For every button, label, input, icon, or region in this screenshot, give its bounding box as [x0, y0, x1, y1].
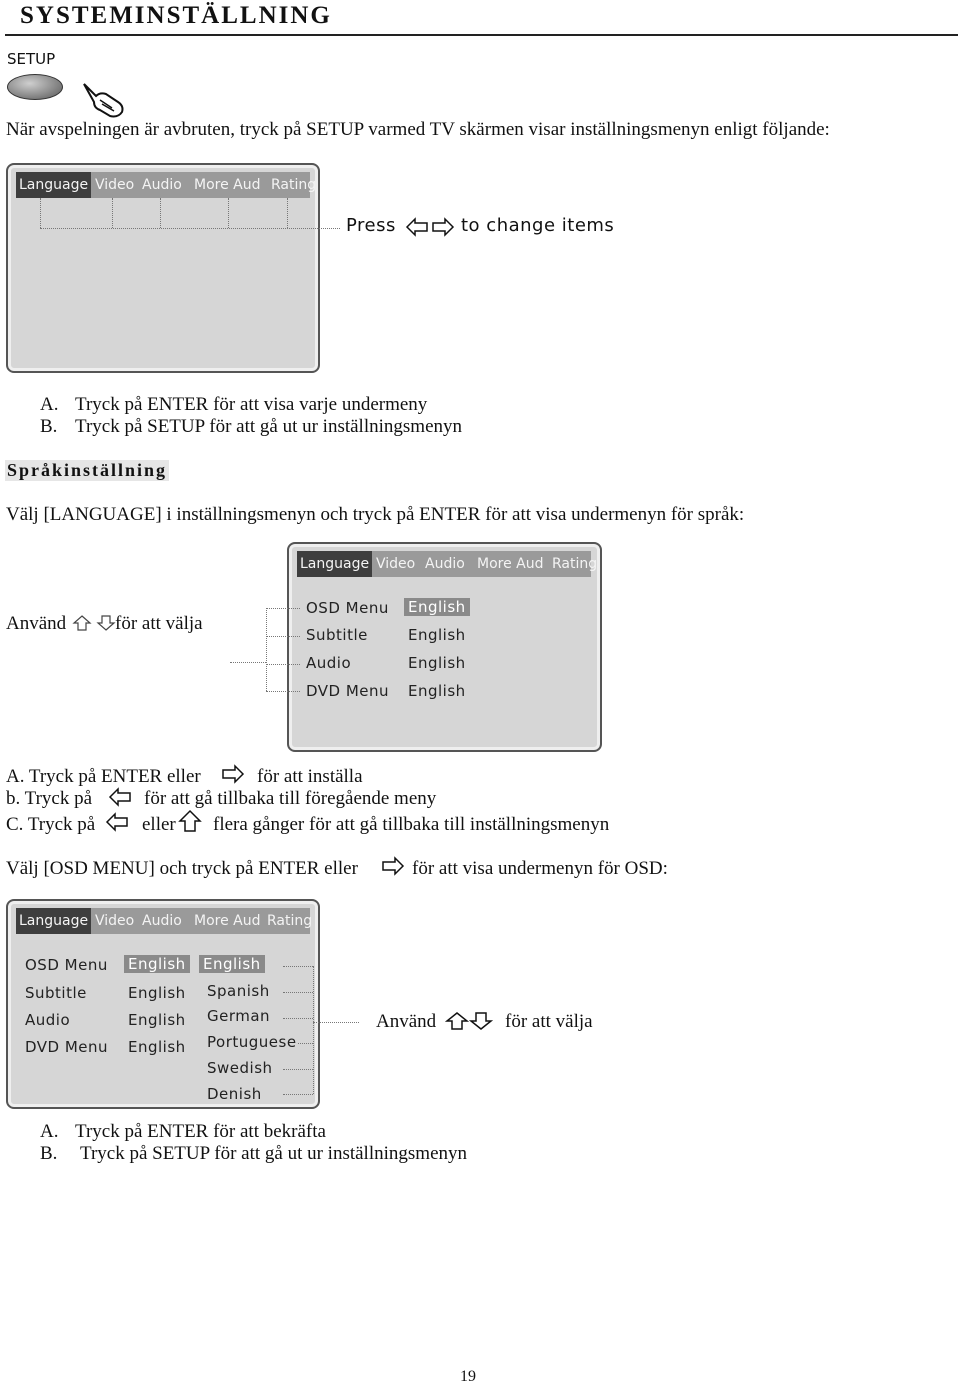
osd-option-english[interactable]: English	[199, 955, 265, 973]
tab-rating[interactable]: Rating	[271, 177, 317, 193]
arrow-right-icon	[222, 765, 244, 783]
step1-b-label: B.	[40, 416, 58, 437]
tab-rating[interactable]: Rating	[267, 913, 313, 929]
osd-option-german[interactable]: German	[207, 1007, 271, 1025]
menu-row-audio-name[interactable]: Audio	[306, 654, 352, 672]
use-select-2-prefix: Använd	[376, 1011, 437, 1032]
use-select-1-prefix: Använd	[6, 613, 67, 634]
arrow-up-icon	[73, 615, 91, 631]
use-select-1-suffix: för att välja	[115, 613, 203, 634]
step3-b-label: B.	[40, 1143, 58, 1164]
tab-bar-language	[297, 551, 598, 577]
tab-more-aud[interactable]: More Aud	[194, 913, 261, 929]
menu-row-osd-name[interactable]: OSD Menu	[306, 599, 389, 617]
osd-intro-prefix: Välj [OSD MENU] och tryck på ENTER eller	[6, 858, 358, 879]
step3-a-text: Tryck på ENTER för att bekräfta	[75, 1121, 326, 1142]
step3-a-label: A.	[40, 1121, 59, 1142]
page-title: SYSTEMINSTÄLLNING	[20, 2, 332, 29]
menu-row-osd-value[interactable]: English	[404, 598, 470, 616]
intro-text: När avspelningen är avbruten, tryck på SETUP varmed TV skärmen visar inställningsmenyn enligt följande:	[6, 119, 830, 140]
tab-audio[interactable]: Audio	[142, 177, 182, 193]
osd-row-dvd-value[interactable]: English	[128, 1038, 186, 1056]
arrow-right-icon	[382, 857, 404, 875]
tab-audio[interactable]: Audio	[142, 913, 182, 929]
tab-language[interactable]: Language	[16, 908, 91, 934]
tab-language[interactable]: Language	[297, 551, 372, 577]
tab-more-aud[interactable]: More Aud	[477, 556, 544, 572]
tab-more-aud[interactable]: More Aud	[194, 177, 261, 193]
osd-row-osd-value[interactable]: English	[124, 955, 190, 973]
step2-c-mid: eller	[142, 814, 176, 835]
osd-intro-suffix: för att visa undermenyn för OSD:	[412, 858, 668, 879]
language-intro: Välj [LANGUAGE] i inställningsmenyn och tryck på ENTER för att visa undermenyn för språk:	[6, 504, 745, 525]
tab-video[interactable]: Video	[95, 177, 135, 193]
tab-video[interactable]: Video	[376, 556, 416, 572]
tab-bar-osd	[16, 908, 313, 934]
osd-row-audio-name[interactable]: Audio	[25, 1011, 71, 1029]
tab-audio[interactable]: Audio	[425, 556, 465, 572]
page-number: 19	[460, 1368, 476, 1385]
osd-option-portuguese[interactable]: Portuguese	[207, 1033, 297, 1051]
tab-rating[interactable]: Rating	[552, 556, 598, 572]
osd-row-audio-value[interactable]: English	[128, 1011, 186, 1029]
tab-bar-main	[16, 172, 317, 198]
arrow-left-icon	[106, 813, 128, 831]
arrow-left-icon	[406, 218, 428, 236]
use-select-2-suffix: för att välja	[505, 1011, 593, 1032]
title-rule	[5, 34, 958, 36]
setup-button	[7, 74, 63, 100]
osd-option-swedish[interactable]: Swedish	[207, 1059, 273, 1077]
arrow-up-icon	[446, 1012, 468, 1030]
tab-video[interactable]: Video	[95, 913, 135, 929]
step1-a-label: A.	[40, 394, 59, 415]
step2-a-suffix: för att inställa	[257, 766, 363, 787]
step1-a-text: Tryck på ENTER för att visa varje undermeny	[75, 394, 428, 415]
step3-b-text: Tryck på SETUP för att gå ut ur inställningsmenyn	[80, 1143, 468, 1164]
step2-c-suffix: flera gånger för att gå tillbaka till inställningsmenyn	[213, 814, 610, 835]
step2-c-text: C. Tryck på	[6, 814, 96, 835]
menu-row-subtitle-value[interactable]: English	[408, 626, 466, 644]
step1-b-text: Tryck på SETUP för att gå ut ur inställningsmenyn	[75, 416, 463, 437]
arrow-down-icon	[470, 1012, 492, 1030]
osd-row-osd-name[interactable]: OSD Menu	[25, 956, 108, 974]
osd-row-dvd-name[interactable]: DVD Menu	[25, 1038, 109, 1056]
menu-row-audio-value[interactable]: English	[408, 654, 466, 672]
osd-row-subtitle-value[interactable]: English	[128, 984, 186, 1002]
step2-b-text: b. Tryck på	[6, 788, 93, 809]
section-heading: Språkinställning	[7, 460, 168, 480]
osd-option-spanish[interactable]: Spanish	[207, 982, 270, 1000]
menu-row-dvd-name[interactable]: DVD Menu	[306, 682, 390, 700]
menu-row-dvd-value[interactable]: English	[408, 682, 466, 700]
tab-language[interactable]: Language	[16, 172, 91, 198]
osd-row-subtitle-name[interactable]: Subtitle	[25, 984, 87, 1002]
menu-row-subtitle-name[interactable]: Subtitle	[306, 626, 368, 644]
step2-a-text: A. Tryck på ENTER eller	[6, 766, 201, 787]
hand-pointer-icon	[82, 80, 128, 120]
arrow-down-icon	[97, 615, 115, 631]
arrow-right-icon	[432, 218, 454, 236]
arrow-left-icon	[109, 788, 131, 806]
osd-option-denish[interactable]: Denish	[207, 1085, 262, 1103]
setup-label: SETUP	[7, 50, 56, 68]
press-suffix: to change items	[461, 215, 615, 236]
press-prefix: Press	[346, 215, 396, 236]
step2-b-suffix: för att gå tillbaka till föregående meny	[144, 788, 437, 809]
arrow-up-icon	[179, 810, 201, 832]
